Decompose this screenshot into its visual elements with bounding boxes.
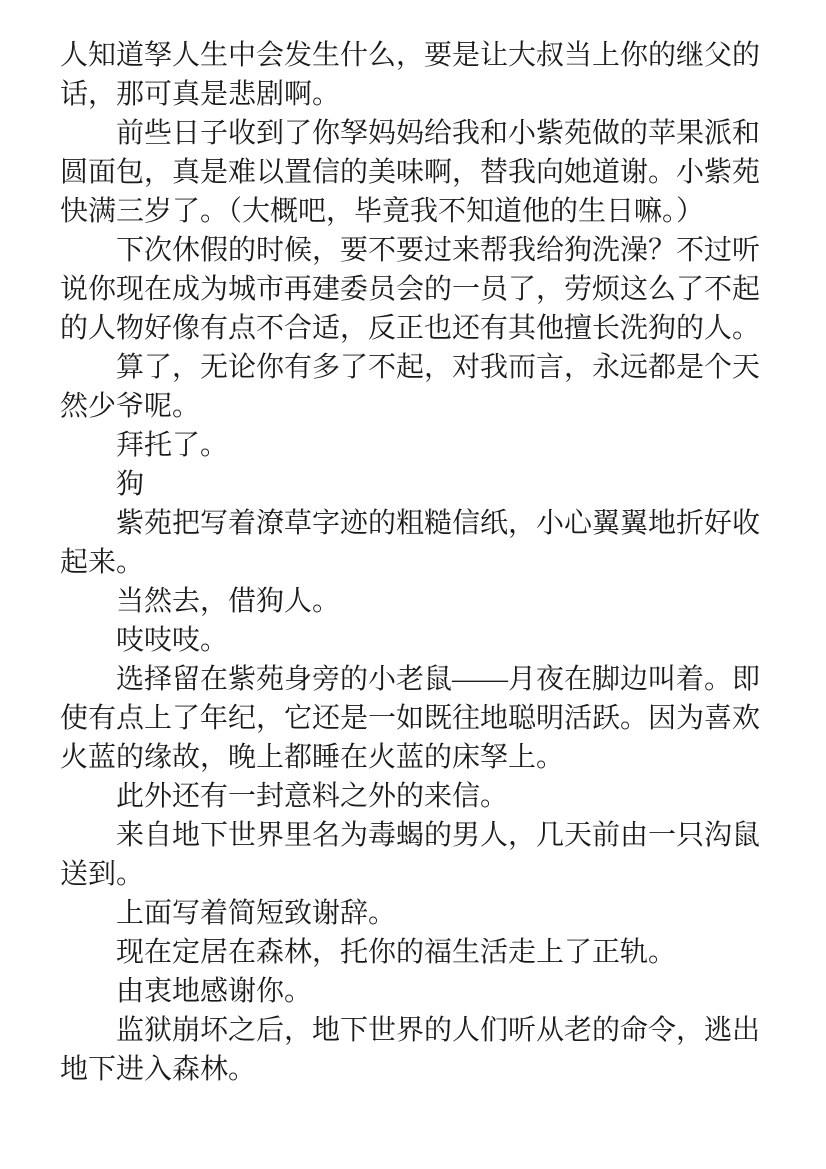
paragraph: 算了，无论你有多了不起，对我而言，永远都是个天然少爷呢。 <box>60 352 761 422</box>
paragraph: 人知道孥人生中会发生什么，要是让大叔当上你的继父的话，那可真是悲剧啊。 <box>60 40 761 110</box>
paragraph: 上面写着简短致谢辞。 <box>116 898 397 929</box>
paragraph: 现在定居在森林，托你的福生活走上了正轨。 <box>116 937 677 968</box>
paragraph: 选择留在紫苑身旁的小老鼠——月夜在脚边叫着。即使有点上了年纪，它还是一如既往地聪明活跃。因为喜欢火蓝的缘故，晚上都睡在火蓝的床孥上。 <box>60 664 761 773</box>
paragraph: 狗 <box>116 469 145 500</box>
paragraph: 吱吱吱。 <box>116 625 229 656</box>
paragraph: 监狱崩坏之后，地下世界的人们听从老的命令，逃出地下进入森林。 <box>60 1015 761 1085</box>
paragraph: 由衷地感谢你。 <box>116 976 313 1007</box>
paragraph: 下次休假的时候，要不要过来帮我给狗洗澡？不过听说你现在成为城市再建委员会的一员了，劳烦这么了不起的人物好像有点不合适，反正也还有其他擅长洗狗的人。 <box>60 235 761 344</box>
paragraph: 当然去，借狗人。 <box>116 586 341 617</box>
paragraph: 前些日子收到了你孥妈妈给我和小紫苑做的苹果派和圆面包，真是难以置信的美味啊，替我向她道谢。小紫苑快满三岁了。（大概吧，毕竟我不知道他的生日嘛。） <box>60 118 761 227</box>
paragraph: 紫苑把写着潦草字迹的粗糙信纸，小心翼翼地折好收起来。 <box>60 508 761 578</box>
text-column <box>60 36 766 1089</box>
paragraph: 来自地下世界里名为毒蝎的男人，几天前由一只沟鼠送到。 <box>60 820 761 890</box>
paragraph: 此外还有一封意料之外的来信。 <box>116 781 509 812</box>
paragraph: 拜托了。 <box>116 430 229 461</box>
